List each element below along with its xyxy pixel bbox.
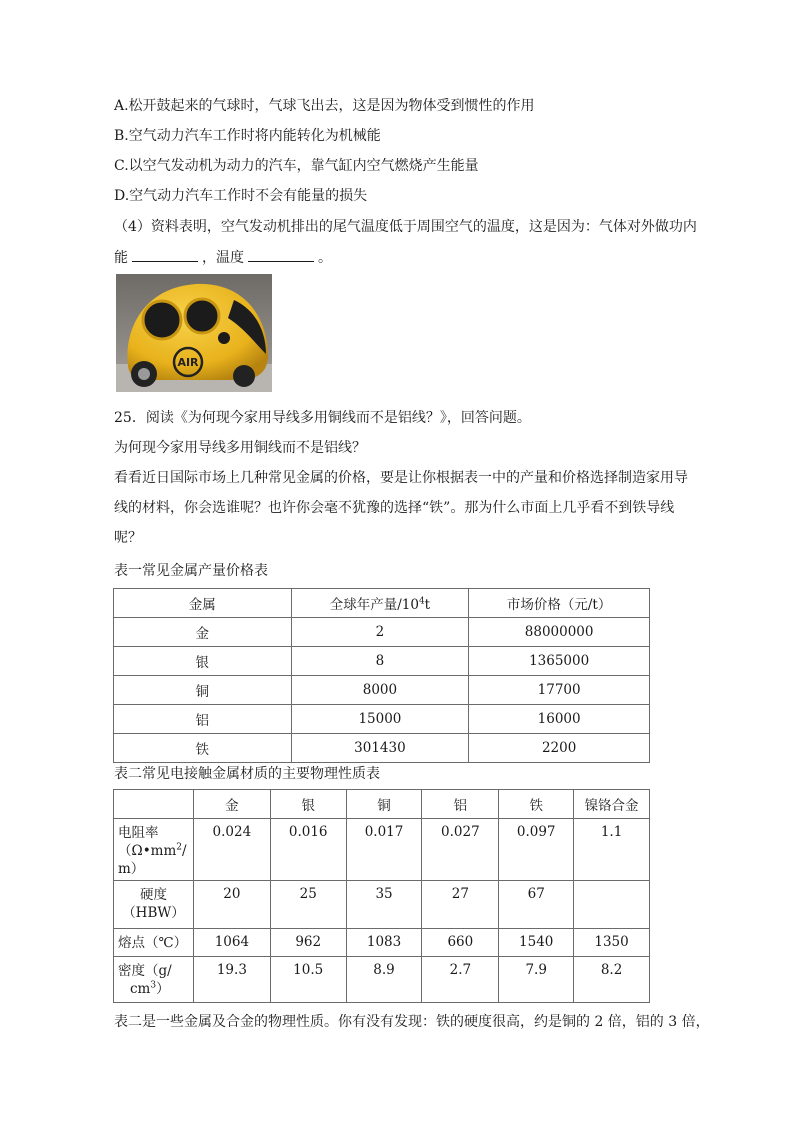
- question-4-mid: ，温度: [202, 250, 244, 266]
- header-aluminum: 铝: [422, 790, 499, 819]
- cell-price: 17700: [469, 676, 650, 705]
- cell-value: 8.2: [574, 957, 650, 1003]
- metal-price-table: [113, 588, 650, 763]
- cell-price: 1365000: [469, 647, 650, 676]
- cell-value: 19.3: [193, 957, 270, 1003]
- table-row: [114, 676, 650, 705]
- cell-value: 2.7: [422, 957, 499, 1003]
- cell-value: 67: [499, 881, 574, 929]
- label-resistivity: 电阻率 （$\Omega•mm^2/$ m）: [114, 819, 194, 881]
- header-iron: 铁: [499, 790, 574, 819]
- cell-metal: 铝: [114, 705, 292, 734]
- header-silver: 银: [270, 790, 346, 819]
- question-4-suffix: 。: [318, 250, 332, 266]
- table-row-resistivity: [114, 819, 650, 881]
- table-1-caption: 表一常见金属产量价格表: [114, 563, 268, 579]
- header-blank: [114, 790, 194, 819]
- metal-properties-table: [113, 789, 650, 1003]
- article-paragraph-line-1: 看看近日国际市场上几种常见金属的价格，要是让你根据表一中的产量和价格选择制造家用导: [114, 470, 688, 486]
- table-row-density: [114, 957, 650, 1003]
- table-row: [114, 705, 650, 734]
- cell-value: 1083: [346, 929, 422, 957]
- cell-value: 1350: [574, 929, 650, 957]
- cell-value: 0.097: [499, 819, 574, 881]
- cell-value: 35: [346, 881, 422, 929]
- cell-value: 20: [193, 881, 270, 929]
- header-output: 全球年产量$/10^4t$: [291, 589, 469, 618]
- cell-value: 0.016: [270, 819, 346, 881]
- cell-value: 0.024: [193, 819, 270, 881]
- article-heading: 为何现今家用导线多用铜线而不是铝线？: [114, 440, 366, 456]
- cell-value: [574, 881, 650, 929]
- label-density: 密度（g/ $cm^3$）: [114, 957, 194, 1003]
- table-2-caption: 表二常见电接触金属材质的主要物理性质表: [114, 766, 380, 782]
- header-gold: 金: [193, 790, 270, 819]
- closing-paragraph: 表二是一些金属及合金的物理性质。你有没有发现：铁的硬度很高，约是铜的 2 倍，铝的 3 倍，: [114, 1014, 710, 1030]
- cell-price: 16000: [469, 705, 650, 734]
- car-air-badge: AIR: [177, 356, 199, 369]
- table-row: [114, 734, 650, 763]
- cell-value: 7.9: [499, 957, 574, 1003]
- cell-value: 25: [270, 881, 346, 929]
- question-25-intro: 25．阅读《为何现今家用导线多用铜线而不是铝线？》，回答问题。: [114, 410, 531, 426]
- label-melting-point: 熔点（℃）: [114, 929, 194, 957]
- air-car-illustration: [116, 274, 272, 392]
- table-row-melting-point: [114, 929, 650, 957]
- cell-value: 1064: [193, 929, 270, 957]
- question-4-answer-line: [114, 247, 332, 268]
- cell-value: 962: [270, 929, 346, 957]
- label-hardness: 硬度 （HBW）: [114, 881, 194, 929]
- table-row-hardness: [114, 881, 650, 929]
- header-price: 市场价格（元/t）: [469, 589, 650, 618]
- cell-output: 8000: [291, 676, 469, 705]
- cell-value: 0.027: [422, 819, 499, 881]
- table-row: [114, 618, 650, 647]
- answer-blank-2[interactable]: [248, 247, 314, 262]
- air-car-photo: [116, 274, 272, 392]
- answer-blank-1[interactable]: [132, 247, 198, 262]
- option-c: C.以空气发动机为动力的汽车，靠气缸内空气燃烧产生能量: [114, 158, 479, 174]
- header-metal: 金属: [114, 589, 292, 618]
- table-header-row: [114, 790, 650, 819]
- cell-output: 2: [291, 618, 469, 647]
- cell-value: 10.5: [270, 957, 346, 1003]
- cell-output: 8: [291, 647, 469, 676]
- header-nichrome: 镍铬合金: [574, 790, 650, 819]
- cell-metal: 金: [114, 618, 292, 647]
- cell-metal: 铜: [114, 676, 292, 705]
- cell-value: 660: [422, 929, 499, 957]
- article-paragraph-line-3: 呢？: [114, 530, 142, 546]
- table-row: [114, 647, 650, 676]
- cell-value: 27: [422, 881, 499, 929]
- question-4-prefix: 能: [114, 250, 128, 266]
- cell-output: 15000: [291, 705, 469, 734]
- article-paragraph-line-2: 线的材料，你会选谁呢？也许你会毫不犹豫的选择“铁”。那为什么市面上几乎看不到铁导线: [114, 500, 675, 516]
- table-header-row: [114, 589, 650, 618]
- cell-output: 301430: [291, 734, 469, 763]
- cell-price: 2200: [469, 734, 650, 763]
- cell-value: 1540: [499, 929, 574, 957]
- question-4-text: （4）资料表明，空气发动机排出的尾气温度低于周围空气的温度，这是因为：气体对外做功内: [114, 219, 697, 235]
- cell-metal: 银: [114, 647, 292, 676]
- cell-price: 88000000: [469, 618, 650, 647]
- cell-metal: 铁: [114, 734, 292, 763]
- cell-value: 8.9: [346, 957, 422, 1003]
- option-a: A.松开鼓起来的气球时，气球飞出去，这是因为物体受到惯性的作用: [114, 98, 535, 114]
- option-b: B.空气动力汽车工作时将内能转化为机械能: [114, 128, 381, 144]
- header-copper: 铜: [346, 790, 422, 819]
- option-d: D.空气动力汽车工作时不会有能量的损失: [114, 188, 368, 204]
- cell-value: 0.017: [346, 819, 422, 881]
- cell-value: 1.1: [574, 819, 650, 881]
